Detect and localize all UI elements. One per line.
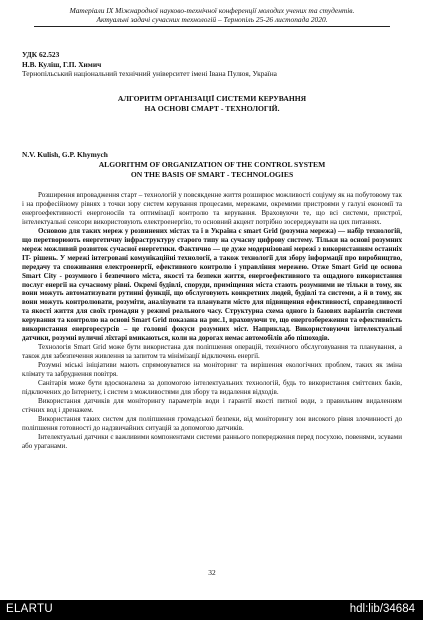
header-rule bbox=[34, 26, 390, 27]
article-meta bbox=[22, 50, 400, 79]
title-en-line-1: ALGORITHM OF ORGANIZATION OF THE CONTROL SYSTEM bbox=[98, 160, 326, 169]
repository-footer bbox=[0, 600, 423, 620]
title-ua-line-2: НА ОСНОВІ СМАРТ - ТЕХНОЛОГІЙ. bbox=[144, 103, 280, 113]
paragraph-8: Інтелектуальні датчики є важливими компонентами системи раннього попередження перед посухою, повенями, зсувами або ураганами. bbox=[22, 432, 402, 450]
header-line-1: Матеріали ІХ Міжнародної науково-технічної конференції молодих учених та студентів. bbox=[69, 6, 355, 15]
paragraph-3: Технологія Smart Grid може бути використана для поліпшення операцій, технічного обслуговування та планування, а також для забезпечення живлення за запитом та мінімізації відключень енергії. bbox=[22, 343, 402, 361]
paragraph-7: Використання таких систем для поліпшення громадської безпеки, від моніторингу зон високого рівня злочинності до поліпшення готовності до надзвичайних ситуацій за допомогою датчиків. bbox=[22, 414, 402, 432]
udk-code: УДК 62.523 bbox=[22, 50, 60, 59]
article-body bbox=[22, 191, 402, 451]
paragraph-2: Основою для таких мереж у розвинених містах та і в Україна є smart Grid (розумна мережа) — набір технологій, що перетворюють енергетичну інфраструктуру старого типу на сучасну цифрову систему. Тільки на основі розумних мереж можливий розвиток сучасної енергетики. Фактично — це дуже модернізовані мережі з використанням останніх IT- рішень. У мережі інтегровані комунікаційні технології, а також технології для збору інформації про виробництво, передачу та споживання електроенергії, ефективного контролю і управління мережею. Отже Smart Grid це основа Smart City - розумного і безпечного міста, якості та безпеки життя, енергоефективного та ощадного використання послуг енергії на сучасному рівні. Окремі будівлі, споруди, приміщення міста стають розумними не тільки в тому, як вони можуть автоматизувати рутинні функції, що обслуговують конкретних людей, будівлі та системи, а й в тому, як вони можуть контролювати, розуміти, аналізувати та планувати місто для підвищення ефективності, справедливості та якості життя для своїх громадян у режимі реального часу. Структурна схема одного із базових варіантів системи керування та контролю на основі Smart Grid показана на рис.1, враховуючи те, що енергозбереження та ефективність використання енергоресурсів – це головні фокуси розумних міст. Наприклад. Використовуючи інтелектуальні датчики, розумні вуличні ліхтарі вмикаються, коли на дорогах немає автомобілів або пішоходів. bbox=[22, 226, 402, 343]
paragraph-5: Санітарія може бути вдосконалена за допомогою інтелектуальних технологій, будь то використання сміттєвих баків, підключених до Інтернету, і систем з можливостями для збору та видалення відходів. bbox=[22, 379, 402, 396]
conference-header bbox=[34, 6, 390, 25]
title-ua bbox=[22, 94, 402, 113]
authors-en: N.V. Kulish, G.P. Khymych bbox=[22, 150, 108, 159]
header-line-2: Актуальні задачі сучасних технологій – Тернопіль 25-26 листопада 2020. bbox=[96, 15, 328, 25]
page-number: 32 bbox=[208, 568, 216, 577]
handle-link[interactable]: hdl:lib/34684 bbox=[349, 603, 415, 615]
affiliation: Тернопільський національний технічний університет імені Івана Пулюя, Україна bbox=[22, 69, 277, 79]
authors-ua: Н.В. Кулiш, Г.П. Химич bbox=[22, 59, 102, 69]
repository-name: ELARTU bbox=[6, 603, 53, 615]
document-page bbox=[14, 0, 410, 590]
paragraph-4: Розумні міські ініціативи мають спрямовуватися на моніторинг та вирішення екологічних проблем, таких як зміна клімату та забруднення повітря. bbox=[22, 361, 402, 379]
title-en bbox=[22, 160, 402, 179]
paragraph-1: Розширення впровадження старт – технологій у повсякденне життя розширює можливості соціуму як на побутовому так і на професійному рівнях з точки зору систем керування процесами, мережами, окремими пристроями у галузі економії та енергоефективності енергоносіїв та оптимізації контролю та керування. Враховуючи те, що всі системи, пристрої, інтелектуальні сенсори використовують електроенергію, то основний акцент потрібно зосереджувати на цих питаннях. bbox=[22, 191, 402, 226]
paragraph-6: Використання датчиків для моніторингу параметрів води і гарантії якості питної води, з правильним видаленням стічних вод і дренажем. bbox=[22, 396, 402, 414]
title-ua-line-1: АЛГОРИТМ ОРГАНІЗАЦІЇ СИСТЕМИ КЕРУВАННЯ bbox=[117, 94, 307, 103]
title-en-line-2: ON THE BASIS OF SMART - TECHNOLOGIES bbox=[130, 169, 294, 179]
